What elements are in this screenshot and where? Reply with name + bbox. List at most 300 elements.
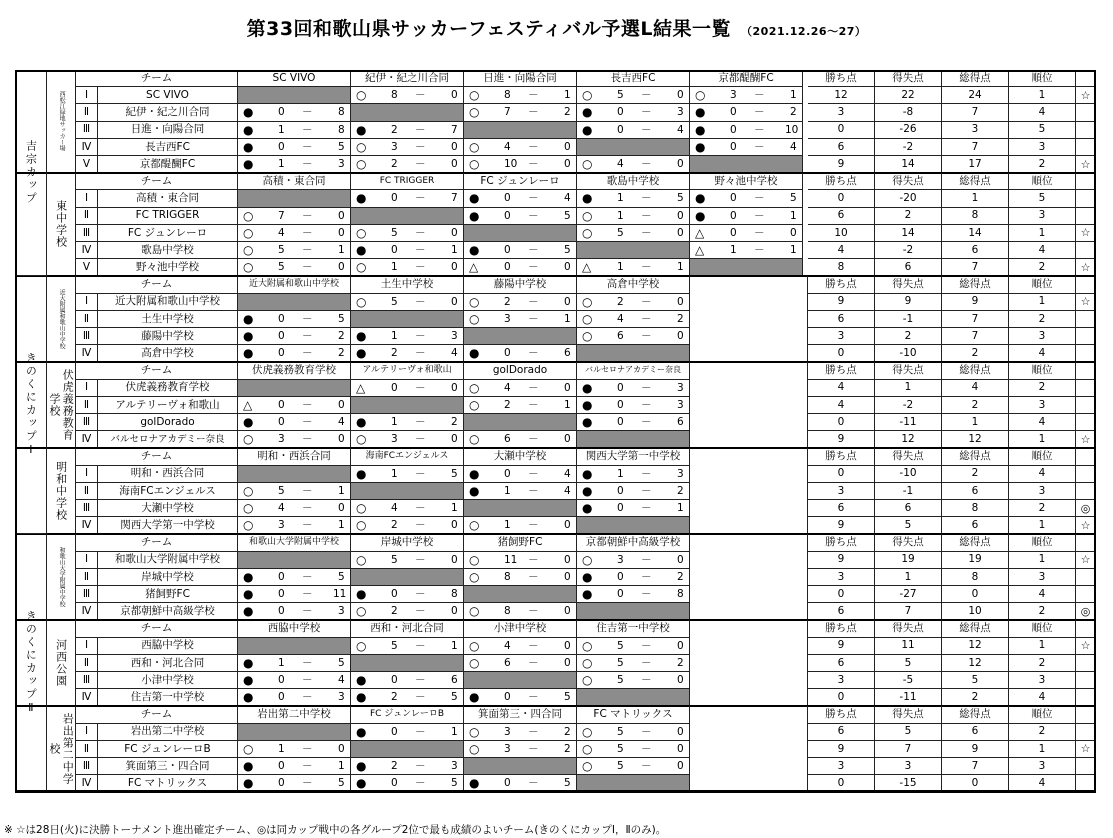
row-number: Ⅱ	[76, 208, 98, 225]
goals-against: 2	[451, 416, 458, 428]
stat-header: 総得点	[942, 534, 1009, 551]
result-mark: ○	[356, 294, 367, 309]
self-match-cell	[351, 104, 464, 121]
stat-value: 7	[942, 104, 1009, 121]
row-number: Ⅳ	[76, 689, 98, 706]
stat-value: 2	[1009, 259, 1076, 276]
result-mark: ○	[356, 604, 367, 619]
result-mark: ●	[243, 311, 254, 326]
goals-for: 0	[504, 192, 511, 205]
match-result	[351, 156, 464, 173]
stat-value: 9	[808, 552, 875, 569]
result-mark: ○	[469, 604, 480, 619]
self-match-cell	[464, 225, 577, 242]
qualification-mark: ☆	[1076, 294, 1096, 311]
stat-value: -8	[875, 104, 942, 121]
stat-value: 11	[875, 638, 942, 655]
qualification-mark	[1076, 689, 1096, 706]
goals-for: 0	[730, 123, 737, 136]
score-dash: －	[641, 639, 652, 652]
goals-against: 2	[564, 725, 571, 738]
stat-value: 7	[942, 259, 1009, 276]
column-team-name: FC ジュンレーロ	[464, 173, 577, 190]
score-dash: －	[641, 398, 652, 411]
venue-label: 岩出第二中学校	[47, 706, 76, 792]
qualification-mark: ☆	[1076, 741, 1096, 758]
stat-value: 9	[942, 294, 1009, 311]
goals-against: 4	[564, 467, 571, 480]
score-dash: －	[302, 261, 313, 274]
score-dash: －	[641, 416, 652, 428]
result-mark: ○	[243, 260, 254, 275]
stat-value: 9	[808, 741, 875, 758]
result-mark: ○	[469, 139, 480, 154]
goals-for: 3	[504, 312, 511, 325]
result-mark: ●	[243, 329, 254, 343]
stat-value: 5	[942, 672, 1009, 689]
stat-header: 順位	[1009, 448, 1076, 465]
column-team-name: 長吉西FC	[577, 70, 690, 87]
goals-against: 0	[338, 502, 345, 514]
match-result	[690, 190, 803, 207]
row-number: Ⅱ	[76, 741, 98, 758]
score-dash: －	[528, 347, 539, 360]
score-dash: －	[528, 519, 539, 532]
goals-for: 0	[617, 502, 624, 514]
stat-value: 9	[942, 741, 1009, 758]
goals-against: 0	[677, 639, 684, 652]
stat-header: 順位	[1009, 534, 1076, 551]
column-team-name: 紀伊・紀之川合同	[351, 70, 464, 87]
goals-for: 7	[504, 106, 511, 119]
result-mark: ●	[582, 122, 593, 137]
score-dash: －	[302, 433, 313, 446]
result-mark: △	[243, 397, 253, 412]
stat-value: 7	[875, 741, 942, 758]
score-dash: －	[641, 106, 652, 119]
qualification-mark	[1076, 758, 1096, 775]
team-name: 高積・東合同	[98, 190, 238, 207]
goals-against: 5	[451, 467, 458, 480]
goals-for: 5	[278, 244, 285, 256]
stat-value: 9	[808, 638, 875, 655]
stat-header: 得失点	[875, 448, 942, 465]
column-team-name: 歌島中学校	[577, 173, 690, 190]
column-team-name: SC VIVO	[238, 70, 351, 87]
self-match-cell	[577, 517, 690, 534]
score-dash: －	[641, 226, 652, 239]
score-dash: －	[641, 209, 652, 222]
stat-value: 6	[808, 208, 875, 225]
score-dash: －	[641, 89, 652, 102]
match-result	[464, 517, 577, 534]
stat-header: 得失点	[875, 620, 942, 637]
result-mark: ○	[582, 88, 593, 103]
goals-for: 4	[504, 381, 511, 394]
match-result	[351, 122, 464, 139]
row-number: Ⅳ	[76, 603, 98, 620]
stat-header: 順位	[1009, 706, 1076, 723]
qualification-mark	[1076, 242, 1096, 259]
team-name: FC ジュンレーロB	[98, 741, 238, 758]
result-mark: ○	[243, 243, 254, 257]
stat-header: 総得点	[942, 706, 1009, 723]
result-mark: ●	[695, 139, 706, 154]
goals-against: 0	[338, 433, 345, 446]
result-mark: ●	[469, 690, 480, 705]
result-mark: ●	[356, 673, 367, 687]
row-number: Ⅳ	[76, 345, 98, 362]
goals-for: 1	[617, 467, 624, 480]
goals-for: 5	[278, 261, 285, 274]
score-dash: －	[415, 192, 426, 205]
qualification-mark	[1076, 569, 1096, 586]
goals-for: 0	[278, 330, 285, 342]
stat-value: 4	[808, 397, 875, 414]
stat-value: 14	[875, 156, 942, 173]
goals-against: 0	[564, 570, 571, 583]
match-result	[464, 104, 577, 121]
result-mark: ●	[469, 776, 480, 791]
goals-against: 0	[338, 398, 345, 411]
match-result	[238, 397, 351, 414]
result-mark: ●	[243, 655, 254, 670]
goals-for: 1	[391, 416, 398, 428]
stat-value: 6	[808, 603, 875, 620]
team-name: golDorado	[98, 414, 238, 431]
goals-against: 1	[790, 209, 797, 222]
goals-against: 3	[451, 330, 458, 342]
result-mark: ○	[243, 501, 254, 515]
score-dash: －	[415, 381, 426, 394]
group-separator	[15, 791, 1096, 793]
stat-value: -26	[875, 122, 942, 139]
column-team-name: 京都醍醐FC	[690, 70, 803, 87]
team-name: SC VIVO	[98, 87, 238, 104]
score-dash: －	[415, 261, 426, 274]
goals-for: 3	[278, 433, 285, 446]
match-result	[464, 569, 577, 586]
goals-for: 1	[504, 484, 511, 497]
goals-for: 7	[278, 209, 285, 222]
row-number: Ⅳ	[76, 517, 98, 534]
team-name: アルテリーヴォ和歌山	[98, 397, 238, 414]
result-mark: ○	[582, 638, 593, 653]
goals-against: 0	[790, 226, 797, 239]
self-match-cell	[238, 638, 351, 655]
self-match-cell	[464, 586, 577, 603]
score-dash: －	[415, 502, 426, 514]
self-match-cell	[351, 741, 464, 758]
goals-for: 4	[504, 639, 511, 652]
match-result	[464, 397, 577, 414]
team-name: 紀伊・紀之川合同	[98, 104, 238, 121]
goals-against: 0	[451, 553, 458, 566]
result-mark: ○	[469, 569, 480, 584]
goals-against: 8	[451, 588, 458, 600]
goals-against: 0	[677, 742, 684, 755]
goals-against: 5	[564, 691, 571, 704]
goals-against: 0	[677, 553, 684, 566]
match-result	[577, 552, 690, 569]
score-dash: －	[302, 312, 313, 325]
match-result	[464, 638, 577, 655]
result-mark: ●	[469, 191, 480, 206]
team-name: FC マトリックス	[98, 775, 238, 792]
stat-value: 3	[1009, 569, 1076, 586]
match-result	[351, 328, 464, 345]
column-team-name: バルセロナアカデミー奈良	[577, 362, 690, 379]
goals-for: 4	[617, 158, 624, 170]
team-name: 箕面第三・四合同	[98, 758, 238, 775]
score-dash: －	[302, 106, 313, 119]
goals-against: 5	[451, 691, 458, 704]
stat-value: -1	[875, 483, 942, 500]
self-match-cell	[238, 380, 351, 397]
match-result	[577, 655, 690, 672]
self-match-cell	[577, 139, 690, 156]
result-mark: ○	[469, 655, 480, 670]
stat-value: 7	[875, 603, 942, 620]
stat-value: 12	[808, 87, 875, 104]
stat-value: 7	[942, 328, 1009, 345]
stat-value: 22	[875, 87, 942, 104]
stat-header: 総得点	[942, 362, 1009, 379]
result-mark: ○	[356, 638, 367, 653]
score-dash: －	[302, 330, 313, 342]
result-mark: ○	[582, 329, 593, 343]
goals-for: 10	[504, 158, 518, 170]
goals-against: 2	[677, 570, 684, 583]
stat-value: 12	[942, 431, 1009, 448]
team-header-cell: チーム	[76, 620, 238, 637]
goals-for: 8	[391, 89, 398, 102]
goals-for: 1	[391, 330, 398, 342]
result-mark: ●	[356, 724, 367, 739]
goals-against: 1	[564, 398, 571, 411]
result-mark: △	[469, 260, 479, 275]
empty-cell	[690, 552, 808, 569]
stat-value: 3	[1009, 139, 1076, 156]
row-number: Ⅰ	[76, 552, 98, 569]
goals-for: 5	[617, 674, 624, 686]
qual-header	[1076, 276, 1096, 293]
result-mark: ●	[356, 415, 367, 429]
match-result	[464, 689, 577, 706]
stat-value: 6	[942, 724, 1009, 741]
team-name: 高倉中学校	[98, 345, 238, 362]
score-dash: －	[528, 725, 539, 738]
match-result	[238, 603, 351, 620]
match-result	[351, 225, 464, 242]
column-team-name: 岩出第二中学校	[238, 706, 351, 723]
goals-for: 0	[730, 192, 737, 205]
score-dash: －	[415, 725, 426, 738]
match-result	[351, 672, 464, 689]
stat-value: 3	[1009, 208, 1076, 225]
row-number: Ⅰ	[76, 638, 98, 655]
goals-for: 1	[617, 261, 624, 274]
goals-for: 4	[278, 502, 285, 514]
goals-against: 0	[564, 639, 571, 652]
stat-header: 順位	[1009, 173, 1076, 190]
column-team-name: 猪飼野FC	[464, 534, 577, 551]
empty-cell	[690, 672, 808, 689]
goals-for: 0	[617, 570, 624, 583]
score-dash: －	[754, 244, 765, 256]
empty-cell	[690, 448, 808, 465]
qual-header	[1076, 448, 1096, 465]
stat-value: 9	[875, 294, 942, 311]
goals-against: 1	[451, 502, 458, 514]
score-dash: －	[415, 244, 426, 256]
result-mark: ○	[469, 552, 480, 567]
match-result	[351, 414, 464, 431]
row-number: Ⅳ	[76, 242, 98, 259]
result-mark: ●	[469, 243, 480, 257]
stat-header: 順位	[1009, 620, 1076, 637]
team-name: FC TRIGGER	[98, 208, 238, 225]
stat-value: -11	[875, 689, 942, 706]
result-mark: ●	[582, 501, 593, 515]
stat-value: 3	[808, 483, 875, 500]
qualification-mark: ☆	[1076, 517, 1096, 534]
column-team-name: 海南FCエンジェルス	[351, 448, 464, 465]
stat-header: 勝ち点	[808, 620, 875, 637]
score-dash: －	[641, 760, 652, 772]
goals-against: 5	[564, 209, 571, 222]
goals-for: 5	[617, 742, 624, 755]
goals-against: 1	[451, 639, 458, 652]
qualification-mark	[1076, 104, 1096, 121]
stat-value: 3	[1009, 758, 1076, 775]
stat-value: 1	[1009, 517, 1076, 534]
goals-against: 1	[338, 760, 345, 772]
stat-value: 3	[1009, 672, 1076, 689]
goals-against: 4	[451, 347, 458, 360]
result-mark: ●	[356, 690, 367, 705]
self-match-cell	[464, 328, 577, 345]
row-number: Ⅰ	[76, 87, 98, 104]
goals-against: 3	[338, 605, 345, 618]
result-mark: ○	[356, 88, 367, 103]
qual-header	[1076, 706, 1096, 723]
goals-against: 2	[677, 656, 684, 669]
match-result	[238, 259, 351, 276]
result-mark: △	[356, 380, 366, 395]
goals-for: 2	[504, 295, 511, 308]
result-mark: ○	[469, 294, 480, 309]
stat-value: 2	[1009, 311, 1076, 328]
stat-header: 勝ち点	[808, 362, 875, 379]
match-result	[351, 294, 464, 311]
stat-value: 4	[1009, 775, 1076, 792]
result-mark: ●	[356, 587, 367, 601]
result-mark: ○	[469, 432, 480, 447]
row-number: Ⅱ	[76, 655, 98, 672]
match-result	[464, 156, 577, 173]
goals-against: 7	[451, 192, 458, 205]
cup-label: きのくにカップⅡ	[15, 534, 47, 792]
empty-cell	[690, 362, 808, 379]
stat-header: 勝ち点	[808, 276, 875, 293]
self-match-cell	[577, 603, 690, 620]
match-result	[577, 638, 690, 655]
match-result	[577, 586, 690, 603]
result-mark: ●	[243, 587, 254, 601]
empty-cell	[690, 311, 808, 328]
score-dash: －	[302, 570, 313, 583]
result-mark: ●	[356, 346, 367, 361]
qualification-mark	[1076, 655, 1096, 672]
stat-value: 8	[942, 208, 1009, 225]
stat-value: -20	[875, 190, 942, 207]
self-match-cell	[238, 552, 351, 569]
score-dash: －	[528, 244, 539, 256]
goals-against: 3	[677, 381, 684, 394]
score-dash: －	[528, 433, 539, 446]
score-dash: －	[415, 760, 426, 772]
stat-value: 3	[808, 104, 875, 121]
goals-against: 1	[451, 725, 458, 738]
stat-header: 得失点	[875, 534, 942, 551]
venue-label: 明和中学校	[47, 448, 76, 534]
stat-value: 14	[942, 225, 1009, 242]
result-mark: ○	[243, 483, 254, 498]
column-team-name: 箕面第三・四合同	[464, 706, 577, 723]
score-dash: －	[528, 742, 539, 755]
goals-against: 1	[677, 261, 684, 274]
empty-cell	[690, 483, 808, 500]
column-team-name: 住吉第一中学校	[577, 620, 690, 637]
score-dash: －	[415, 89, 426, 102]
row-number: Ⅱ	[76, 483, 98, 500]
stat-value: 19	[875, 552, 942, 569]
stat-value: 1	[942, 190, 1009, 207]
empty-cell	[690, 741, 808, 758]
result-mark: ●	[243, 157, 254, 171]
row-number: Ⅰ	[76, 466, 98, 483]
goals-for: 0	[504, 467, 511, 480]
goals-against: 1	[790, 244, 797, 256]
score-dash: －	[528, 295, 539, 308]
stat-value: 0	[808, 190, 875, 207]
goals-against: 0	[564, 381, 571, 394]
result-mark: ●	[582, 380, 593, 395]
stat-value: 19	[942, 552, 1009, 569]
result-mark: ●	[243, 569, 254, 584]
result-mark: ○	[356, 501, 367, 515]
empty-cell	[690, 328, 808, 345]
stat-value: -15	[875, 775, 942, 792]
match-result	[464, 655, 577, 672]
goals-against: 5	[451, 777, 458, 790]
stat-value: 7	[942, 139, 1009, 156]
result-mark: ●	[582, 466, 593, 481]
result-mark: ●	[582, 587, 593, 601]
score-dash: －	[415, 639, 426, 652]
goals-for: 5	[391, 553, 398, 566]
match-result	[351, 259, 464, 276]
self-match-cell	[238, 294, 351, 311]
result-mark: ○	[695, 88, 706, 103]
qualification-mark: ◎	[1076, 603, 1096, 620]
stat-header: 勝ち点	[808, 173, 875, 190]
empty-cell	[690, 534, 808, 551]
score-dash: －	[528, 656, 539, 669]
goals-against: 0	[564, 433, 571, 446]
stat-value: 1	[942, 414, 1009, 431]
